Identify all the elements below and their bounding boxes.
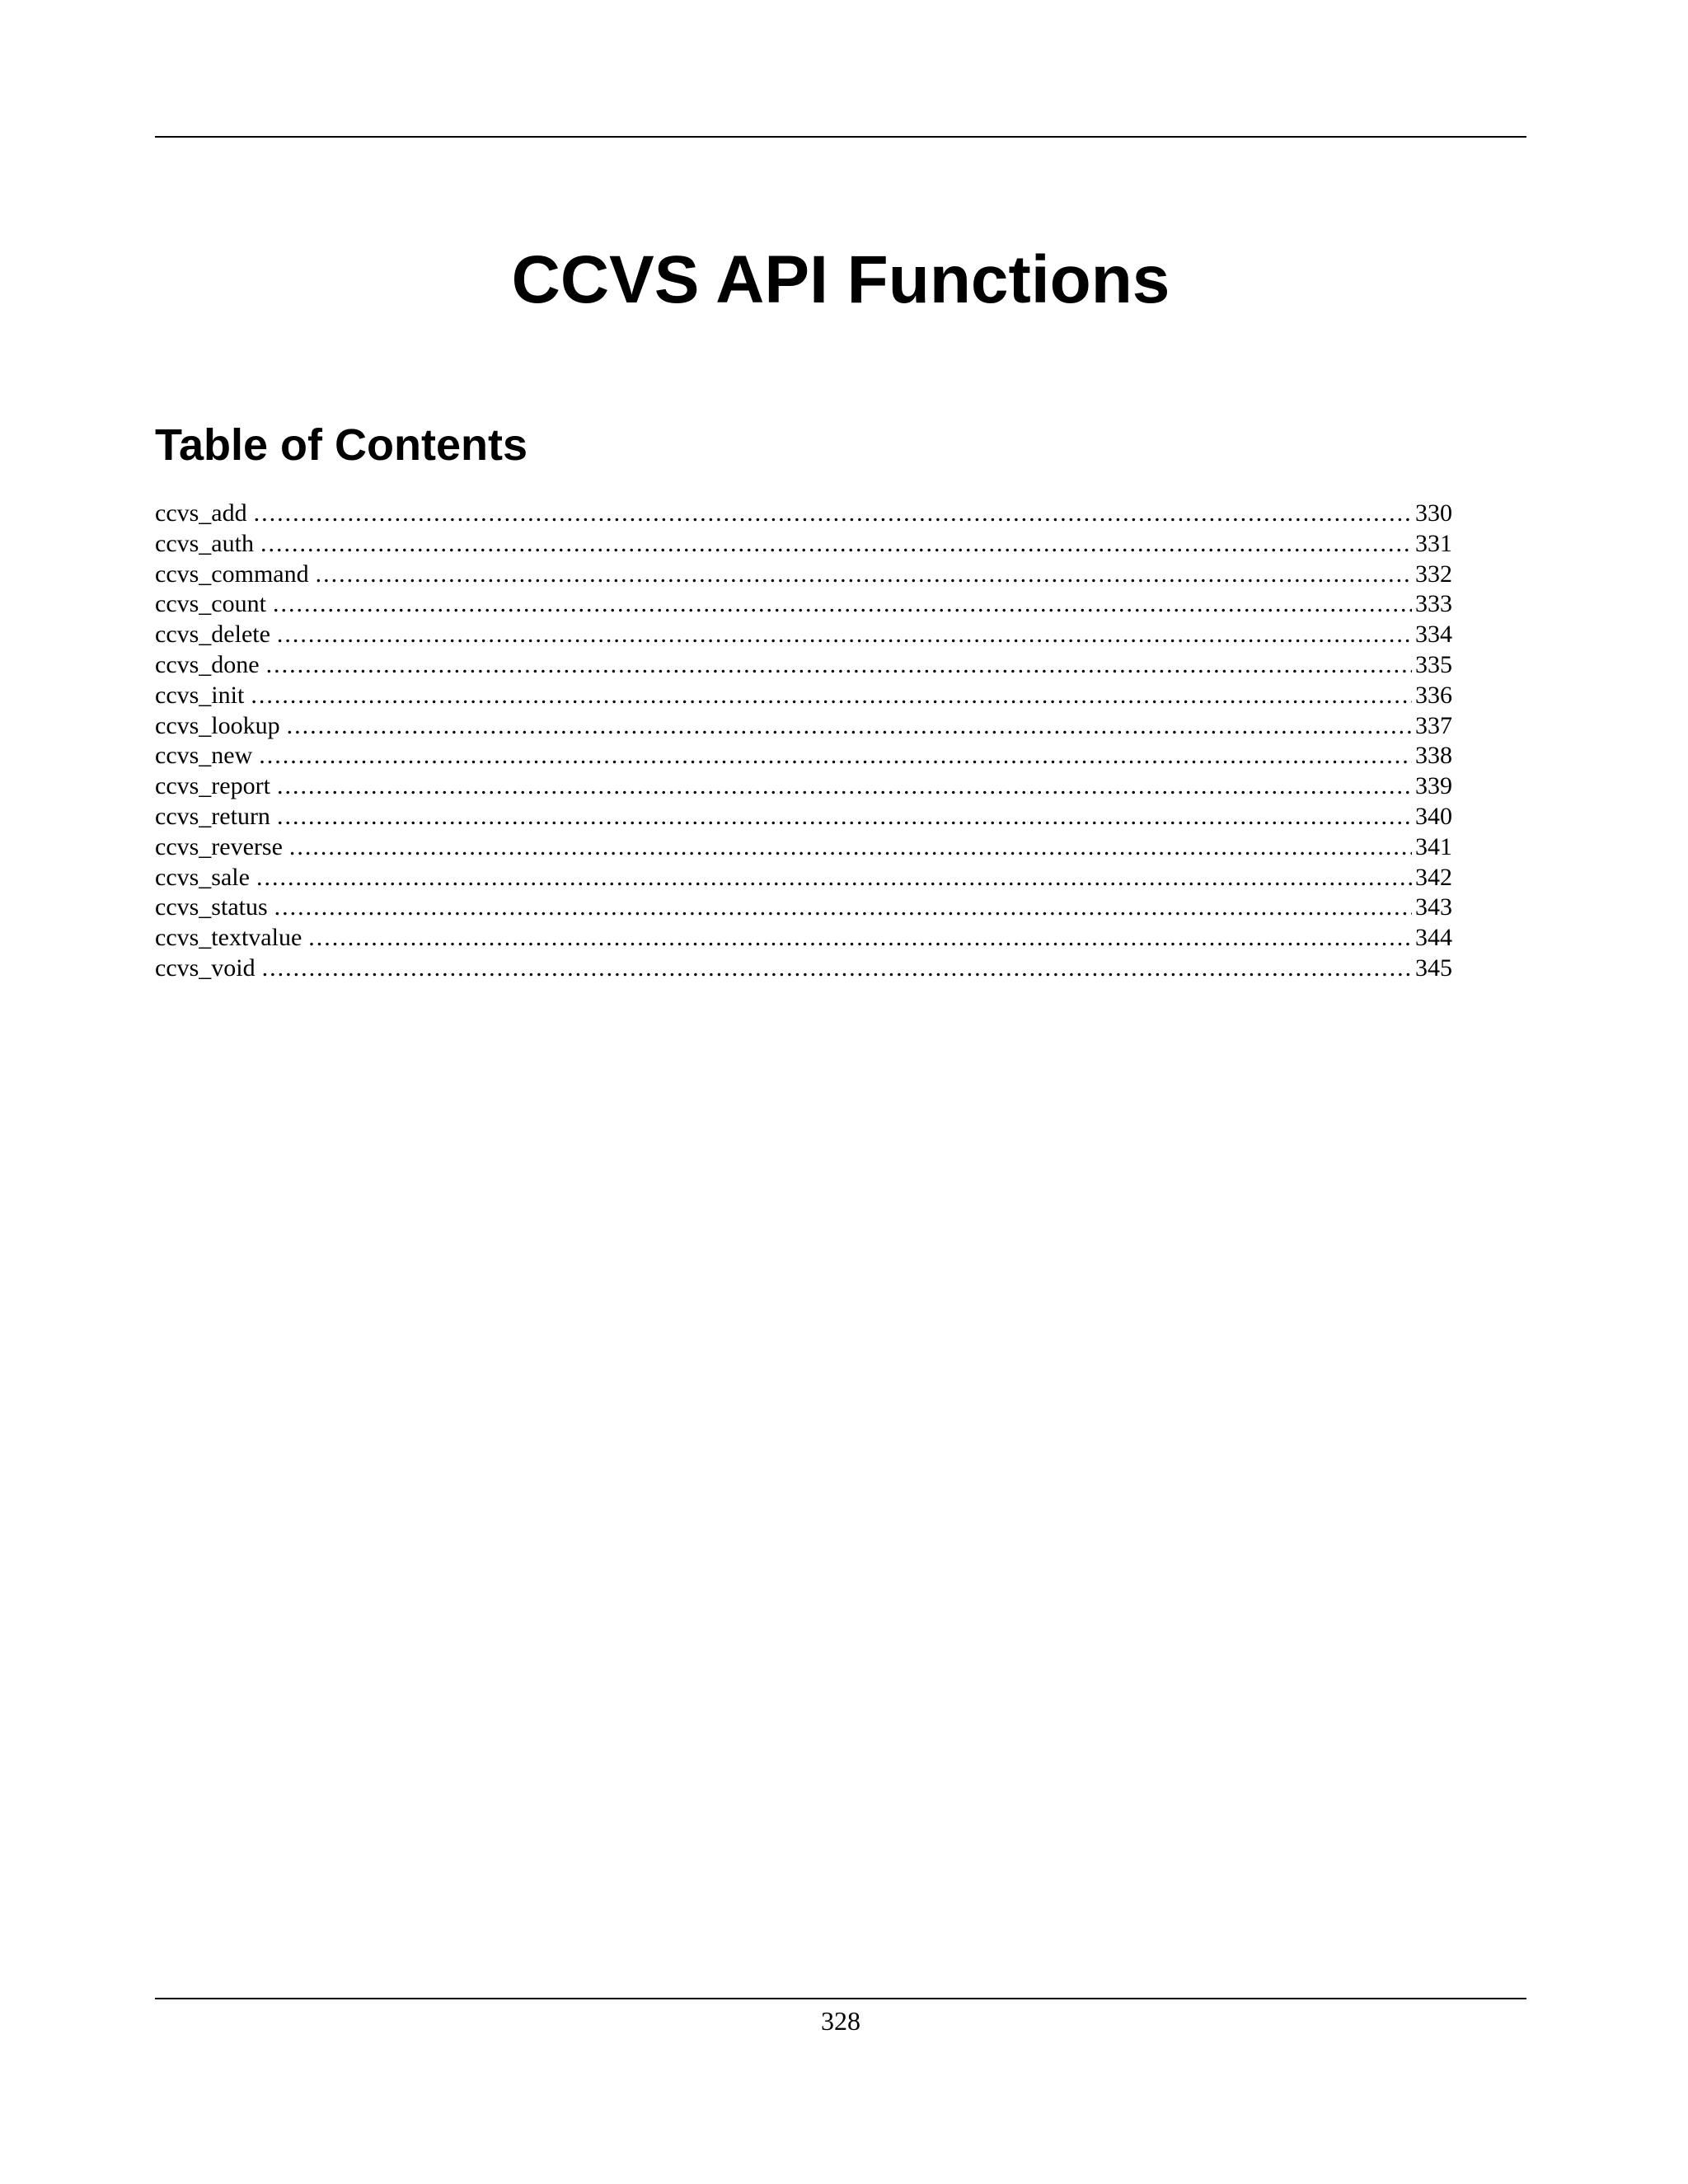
toc-dot-leader (277, 802, 1412, 832)
toc-entry-ccvs-done[interactable] (155, 650, 1452, 681)
toc-dot-leader (277, 771, 1412, 802)
toc-entry-ccvs-report[interactable] (155, 771, 1452, 802)
toc-entry-label: ccvs_void (155, 954, 262, 984)
toc-entry-page: 332 (1412, 560, 1452, 590)
toc-entry-label: ccvs_status (155, 893, 274, 923)
toc-list (155, 499, 1452, 984)
toc-heading: Table of Contents (155, 420, 528, 470)
toc-entry-ccvs-add[interactable] (155, 499, 1452, 529)
toc-entry-page: 336 (1412, 681, 1452, 711)
toc-entry-ccvs-count[interactable] (155, 589, 1452, 620)
toc-dot-leader (260, 529, 1412, 560)
toc-entry-page: 334 (1412, 620, 1452, 650)
toc-entry-label: ccvs_done (155, 650, 266, 681)
toc-entry-ccvs-command[interactable] (155, 560, 1452, 590)
toc-dot-leader (262, 954, 1412, 984)
toc-entry-label: ccvs_new (155, 741, 259, 771)
toc-dot-leader (251, 681, 1412, 711)
toc-entry-label: ccvs_return (155, 802, 277, 832)
toc-entry-page: 331 (1412, 529, 1452, 560)
toc-entry-label: ccvs_sale (155, 863, 256, 893)
toc-entry-ccvs-void[interactable] (155, 954, 1452, 984)
page-number: 328 (821, 2006, 860, 2036)
toc-entry-page: 345 (1412, 954, 1452, 984)
toc-entry-page: 344 (1412, 923, 1452, 954)
toc-entry-label: ccvs_auth (155, 529, 260, 560)
toc-entry-page: 341 (1412, 832, 1452, 863)
toc-entry-ccvs-lookup[interactable] (155, 711, 1452, 742)
toc-entry-ccvs-return[interactable] (155, 802, 1452, 832)
header-rule (155, 136, 1526, 138)
toc-entry-page: 339 (1412, 771, 1452, 802)
toc-entry-ccvs-reverse[interactable] (155, 832, 1452, 863)
toc-entry-ccvs-sale[interactable] (155, 863, 1452, 893)
toc-entry-label: ccvs_add (155, 499, 254, 529)
toc-entry-label: ccvs_reverse (155, 832, 289, 863)
toc-dot-leader (274, 893, 1412, 923)
toc-entry-ccvs-textvalue[interactable] (155, 923, 1452, 954)
toc-entry-label: ccvs_init (155, 681, 251, 711)
toc-entry-page: 335 (1412, 650, 1452, 681)
chapter-title: CCVS API Functions (511, 242, 1170, 317)
toc-dot-leader (266, 650, 1412, 681)
toc-entry-ccvs-status[interactable] (155, 893, 1452, 923)
toc-entry-page: 343 (1412, 893, 1452, 923)
toc-entry-page: 330 (1412, 499, 1452, 529)
toc-dot-leader (256, 863, 1412, 893)
toc-entry-page: 333 (1412, 589, 1452, 620)
toc-dot-leader (289, 832, 1412, 863)
toc-dot-leader (254, 499, 1412, 529)
toc-entry-label: ccvs_report (155, 771, 277, 802)
toc-entry-ccvs-init[interactable] (155, 681, 1452, 711)
toc-entry-page: 337 (1412, 711, 1452, 742)
toc-dot-leader (277, 620, 1412, 650)
toc-entry-label: ccvs_count (155, 589, 273, 620)
toc-entry-label: ccvs_command (155, 560, 316, 590)
toc-entry-ccvs-auth[interactable] (155, 529, 1452, 560)
toc-dot-leader (273, 589, 1412, 620)
toc-entry-label: ccvs_delete (155, 620, 277, 650)
footer-rule (155, 1998, 1526, 1999)
toc-dot-leader (287, 711, 1412, 742)
toc-dot-leader (259, 741, 1412, 771)
toc-entry-ccvs-delete[interactable] (155, 620, 1452, 650)
toc-entry-label: ccvs_lookup (155, 711, 287, 742)
toc-entry-page: 338 (1412, 741, 1452, 771)
toc-dot-leader (308, 923, 1412, 954)
toc-entry-page: 340 (1412, 802, 1452, 832)
toc-entry-page: 342 (1412, 863, 1452, 893)
toc-entry-label: ccvs_textvalue (155, 923, 308, 954)
toc-entry-ccvs-new[interactable] (155, 741, 1452, 771)
toc-dot-leader (316, 560, 1412, 590)
